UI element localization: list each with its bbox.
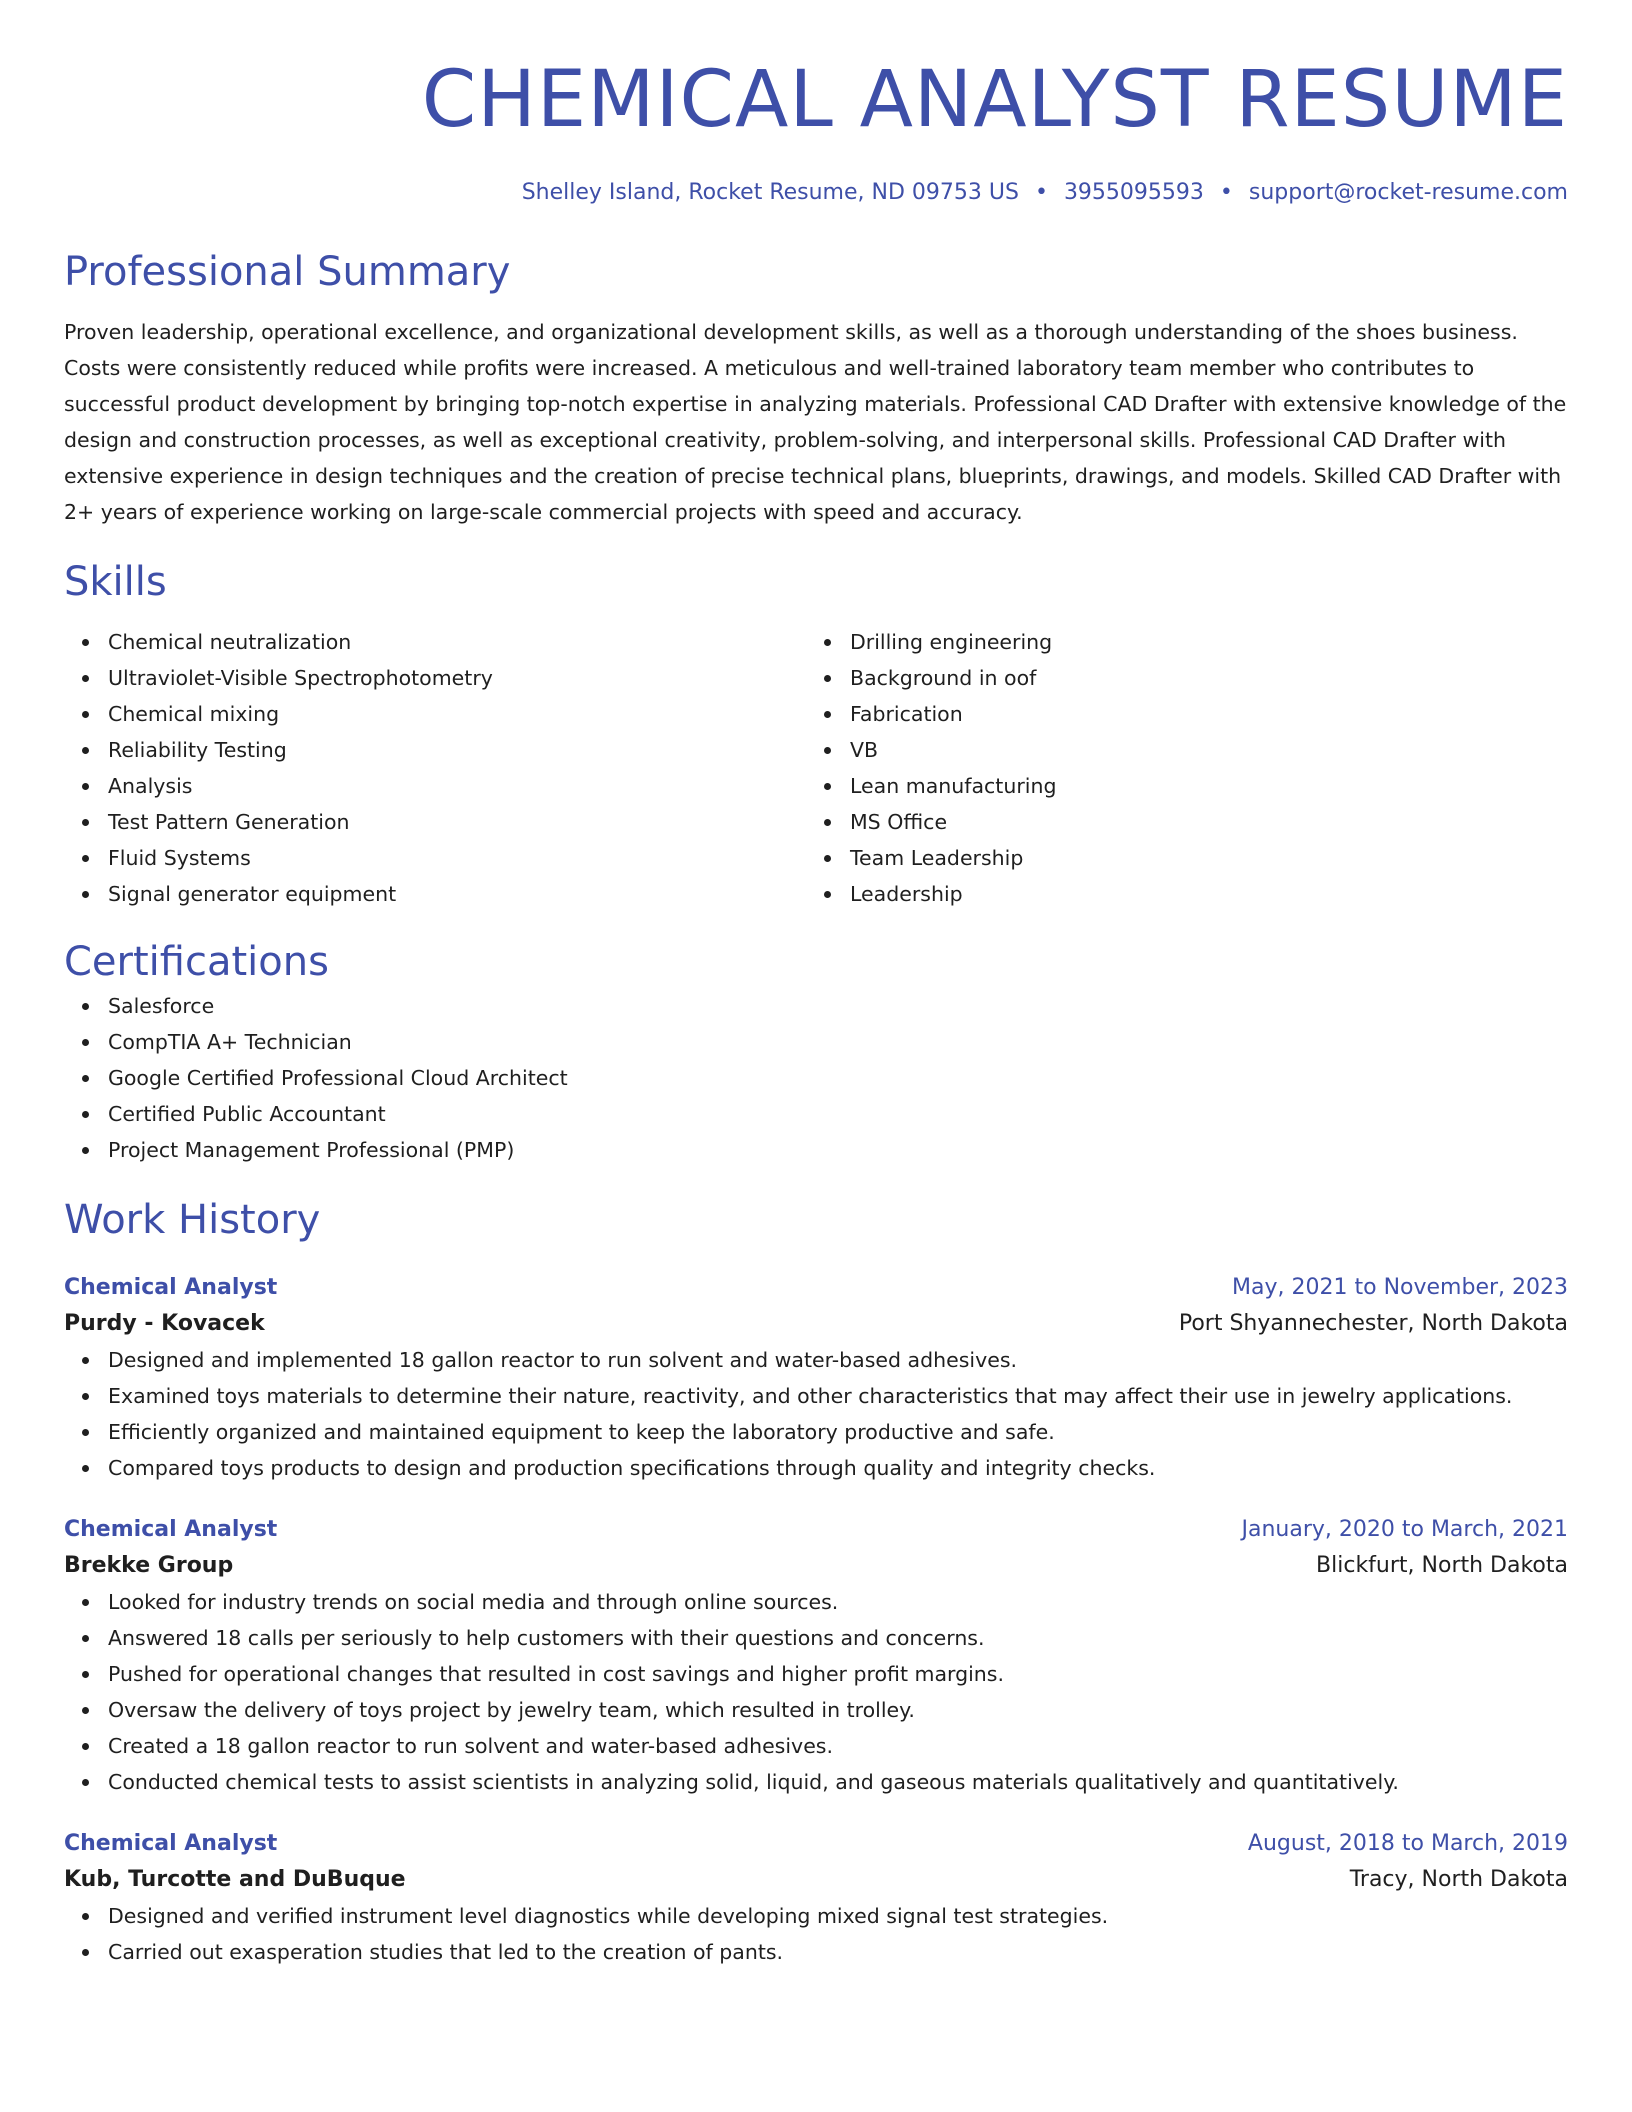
certification-item: Project Management Professional (PMP)	[108, 1132, 1568, 1168]
certification-item: Salesforce	[108, 988, 1568, 1024]
skill-item: Chemical mixing	[108, 696, 806, 732]
certification-item: Certified Public Accountant	[108, 1096, 1568, 1132]
skills-columns	[64, 624, 1568, 912]
skills-column-right	[806, 624, 1548, 912]
job-company: Kub, Turcotte and DuBuque	[64, 1867, 406, 1892]
job-bullet-list	[64, 1898, 1568, 1970]
skill-item: Analysis	[108, 768, 806, 804]
section-heading-summary: Professional Summary	[64, 249, 511, 295]
job-location: Blickfurt, North Dakota	[1316, 1553, 1568, 1578]
skill-item: Signal generator equipment	[108, 876, 806, 912]
contact-line	[64, 178, 1568, 208]
job-bullet: Looked for industry trends on social media and through online sources.	[108, 1584, 1568, 1620]
skill-item: Ultraviolet-Visible Spectrophotometry	[108, 660, 806, 696]
certification-item: Google Certified Professional Cloud Architect	[108, 1060, 1568, 1096]
job-entry	[64, 1826, 1568, 1970]
resume-title: CHEMICAL ANALYST RESUME	[421, 55, 1568, 145]
job-company: Purdy - Kovacek	[64, 1311, 265, 1336]
section-heading-work-history: Work History	[64, 1197, 321, 1243]
job-location: Port Shyannechester, North Dakota	[1178, 1311, 1568, 1336]
job-company: Brekke Group	[64, 1553, 234, 1578]
skill-item: Lean manufacturing	[850, 768, 1548, 804]
contact-address: Shelley Island, Rocket Resume, ND 09753 US	[521, 180, 1019, 205]
section-heading-skills: Skills	[64, 559, 167, 605]
certifications-list	[64, 988, 1568, 1168]
contact-separator: •	[1034, 180, 1048, 205]
job-bullet: Carried out exasperation studies that led to the creation of pants.	[108, 1934, 1568, 1970]
job-title-row	[64, 1512, 1568, 1548]
job-bullet: Compared toys products to design and production specifications through quality and integrity checks.	[108, 1450, 1568, 1486]
certification-item: CompTIA A+ Technician	[108, 1024, 1568, 1060]
skill-item: Fluid Systems	[108, 840, 806, 876]
contact-separator: •	[1219, 180, 1233, 205]
job-bullet: Pushed for operational changes that resulted in cost savings and higher profit margins.	[108, 1656, 1568, 1692]
job-dates: January, 2020 to March, 2021	[1241, 1517, 1568, 1542]
skills-list-left	[64, 624, 806, 912]
job-company-row	[64, 1306, 1568, 1342]
job-bullet: Created a 18 gallon reactor to run solvent and water-based adhesives.	[108, 1728, 1568, 1764]
job-bullet: Designed and implemented 18 gallon reactor to run solvent and water-based adhesives.	[108, 1342, 1568, 1378]
job-title: Chemical Analyst	[64, 1831, 278, 1856]
skill-item: MS Office	[850, 804, 1548, 840]
skill-item: VB	[850, 732, 1548, 768]
contact-email[interactable]: support@rocket-resume.com	[1248, 180, 1568, 205]
contact-phone[interactable]: 3955095593	[1063, 180, 1204, 205]
job-entry	[64, 1270, 1568, 1486]
job-dates: May, 2021 to November, 2023	[1232, 1275, 1568, 1300]
skills-column-left	[64, 624, 806, 912]
job-title: Chemical Analyst	[64, 1517, 278, 1542]
job-title-row	[64, 1826, 1568, 1862]
job-bullet-list	[64, 1584, 1568, 1800]
skill-item: Reliability Testing	[108, 732, 806, 768]
job-dates: August, 2018 to March, 2019	[1247, 1831, 1568, 1856]
skill-item: Team Leadership	[850, 840, 1548, 876]
job-bullet: Oversaw the delivery of toys project by jewelry team, which resulted in trolley.	[108, 1692, 1568, 1728]
job-bullet: Conducted chemical tests to assist scientists in analyzing solid, liquid, and gaseous materials qualitatively and quantitatively.	[108, 1764, 1568, 1800]
job-bullet: Answered 18 calls per seriously to help customers with their questions and concerns.	[108, 1620, 1568, 1656]
skill-item: Drilling engineering	[850, 624, 1548, 660]
job-bullet: Designed and verified instrument level diagnostics while developing mixed signal test strategies.	[108, 1898, 1568, 1934]
skill-item: Background in oof	[850, 660, 1548, 696]
job-title-row	[64, 1270, 1568, 1306]
summary-text: Proven leadership, operational excellence, and organizational development skills, as well as a thorough understanding of the shoes business. Costs were consistently reduced while profits were increased. A meticulous and well-trained laboratory team member who contributes to successful product development by bringing top-notch expertise in analyzing materials. Professional CAD Drafter with extensive knowledge of the design and construction processes, as well as exceptional creativity, problem-solving, and interpersonal skills. Professional CAD Drafter with extensive experience in design techniques and the creation of precise technical plans, blueprints, drawings, and models. Skilled CAD Drafter with 2+ years of experience working on large-scale commercial projects with speed and accuracy.	[64, 320, 1567, 524]
job-entry	[64, 1512, 1568, 1800]
job-bullet-list	[64, 1342, 1568, 1486]
job-company-row	[64, 1548, 1568, 1584]
resume-header	[64, 56, 1568, 208]
skills-list-right	[806, 624, 1548, 912]
job-company-row	[64, 1862, 1568, 1898]
skill-item: Leadership	[850, 876, 1548, 912]
job-bullet: Examined toys materials to determine their nature, reactivity, and other characteristics that may affect their use in jewelry applications.	[108, 1378, 1568, 1414]
job-title: Chemical Analyst	[64, 1275, 278, 1300]
skill-item: Test Pattern Generation	[108, 804, 806, 840]
skill-item: Fabrication	[850, 696, 1548, 732]
section-heading-certifications: Certifications	[64, 939, 329, 985]
skill-item: Chemical neutralization	[108, 624, 806, 660]
job-bullet: Efficiently organized and maintained equipment to keep the laboratory productive and safe.	[108, 1414, 1568, 1450]
job-location: Tracy, North Dakota	[1349, 1867, 1568, 1892]
